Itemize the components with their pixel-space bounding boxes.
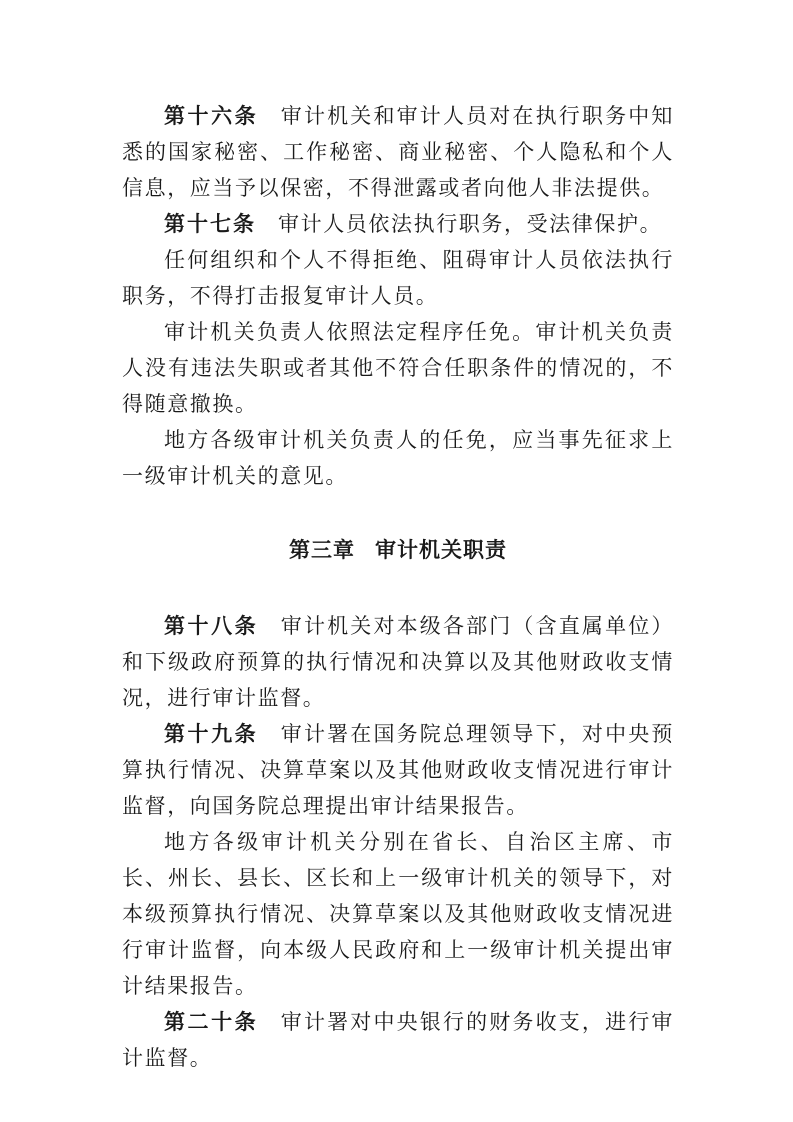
- document-body: [122, 98, 674, 1076]
- article-text: 审计人员依法执行职务，受法律保护。: [278, 212, 663, 236]
- article-20: [122, 1004, 674, 1076]
- article-16: [122, 98, 674, 206]
- article-text: 审计署在国务院总理领导下，对中央预算执行情况、决算草案以及其他财政收支情况进行审计监督，向国务院总理提出审计结果报告。: [122, 722, 674, 818]
- paragraph: 任何组织和个人不得拒绝、阻碍审计人员依法执行职务，不得打击报复审计人员。: [122, 248, 674, 308]
- chapter-heading: [122, 494, 674, 608]
- article-text: 审计机关和审计人员对在执行职务中知悉的国家秘密、工作秘密、商业秘密、个人隐私和个人信息，应当予以保密，不得泄露或者向他人非法提供。: [122, 104, 674, 200]
- article-label: 第十八条: [164, 614, 259, 638]
- paragraph: 地方各级审计机关分别在省长、自治区主席、市长、州长、县长、区长和上一级审计机关的领导下，对本级预算执行情况、决算草案以及其他财政收支情况进行审计监督，向本级人民政府和上一级审计机关提出审计结果报告。: [122, 830, 674, 998]
- article-18: [122, 608, 674, 716]
- chapter-title: 审计机关职责: [375, 538, 507, 562]
- article-label: 第十六条: [164, 104, 259, 128]
- chapter-number: 第三章: [289, 538, 355, 562]
- paragraph: 审计机关负责人依照法定程序任免。审计机关负责人没有违法失职或者其他不符合任职条件的情况的，不得随意撤换。: [122, 320, 674, 416]
- article-19: [122, 716, 674, 824]
- article-label: 第二十条: [164, 1010, 259, 1034]
- paragraph: 地方各级审计机关负责人的任免，应当事先征求上一级审计机关的意见。: [122, 428, 674, 488]
- article-text: 审计机关对本级各部门（含直属单位）和下级政府预算的执行情况和决算以及其他财政收支情况，进行审计监督。: [122, 614, 674, 710]
- article-text: 审计署对中央银行的财务收支，进行审计监督。: [122, 1010, 674, 1070]
- article-label: 第十九条: [164, 722, 259, 746]
- article-17: [122, 206, 674, 242]
- article-label: 第十七条: [164, 212, 256, 236]
